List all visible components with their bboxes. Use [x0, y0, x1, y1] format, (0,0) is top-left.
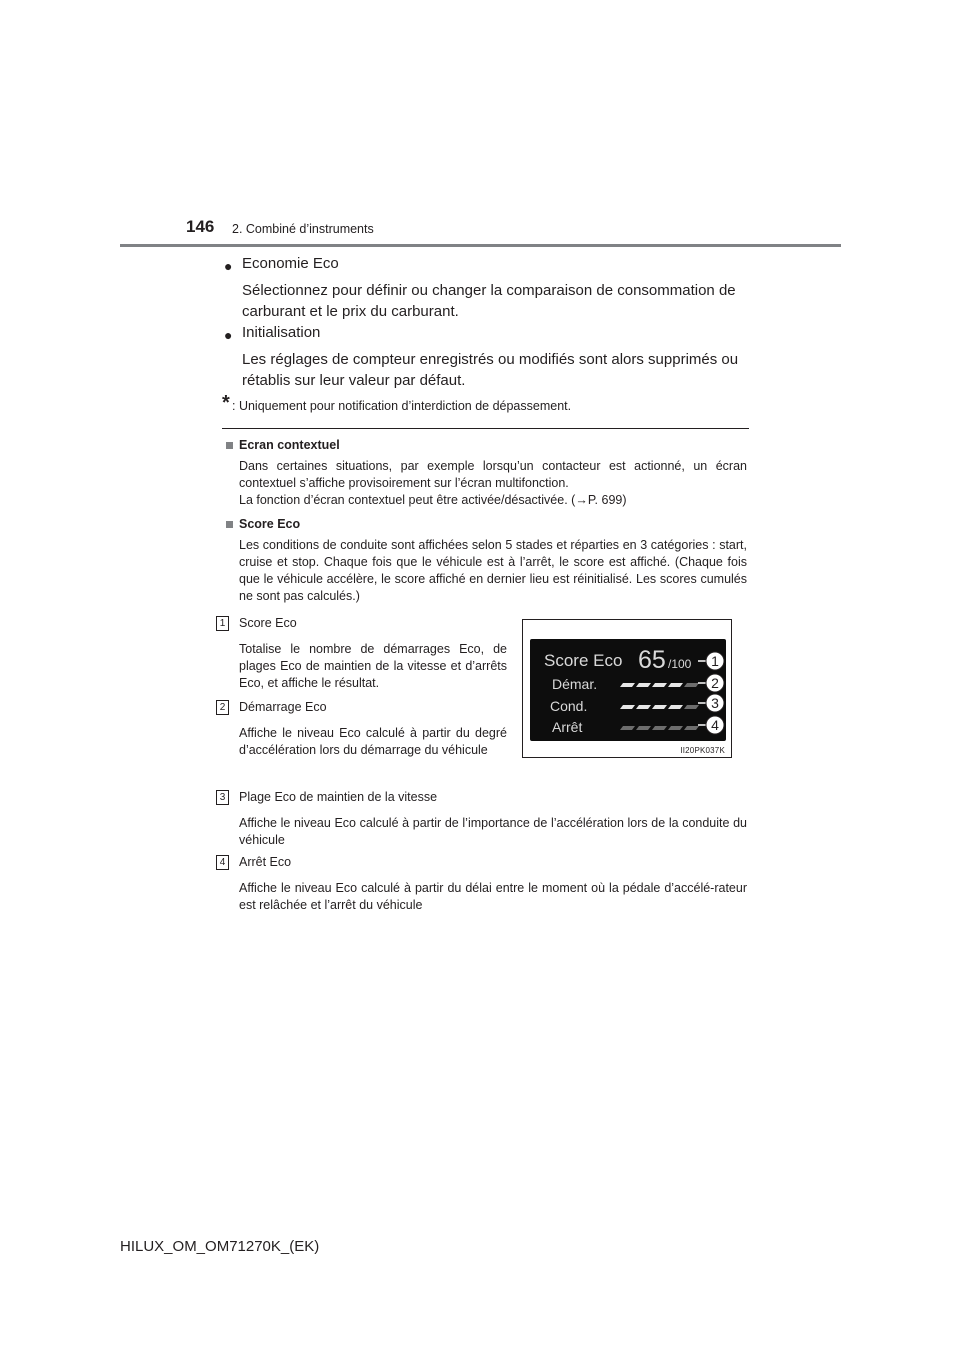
eco-segment [636, 705, 651, 709]
item-label: Démarrage Eco [239, 700, 327, 714]
eco-score-screen [530, 639, 726, 741]
callout-label: 3 [711, 695, 719, 711]
display-score: 65 [638, 646, 666, 674]
segment-bars [620, 683, 699, 730]
callout-number: 3 [216, 790, 229, 805]
eco-segment [620, 683, 635, 687]
callout-number: 2 [216, 700, 229, 715]
callout-number: 1 [216, 616, 229, 631]
callout-number: 4 [216, 855, 229, 870]
display-row-label: Cond. [550, 698, 588, 714]
eco-segment [684, 726, 699, 730]
eco-segment [668, 726, 683, 730]
eco-segment [652, 726, 667, 730]
eco-segment [652, 705, 667, 709]
display-row-label: Démar. [552, 676, 598, 692]
eco-segment [636, 683, 651, 687]
callout-label: 1 [711, 653, 719, 669]
document-code: HILUX_OM_OM71270K_(EK) [120, 1238, 320, 1255]
header-rule [120, 244, 841, 247]
note-divider [222, 428, 749, 429]
note-text: Dans certaines situations, par exemple lorsqu’un contacteur est actionné, un écran contextuel s’affiche provisoirement sur l’écran multifonction. La fonction d’écran contextuel peut être activée/désactivée. (→P. 699) [239, 459, 747, 507]
bullet-dot-icon: ● [224, 258, 233, 274]
figure-code: II20PK037K [680, 746, 725, 755]
bullet-dot-icon: ● [224, 327, 233, 343]
eco-segment [620, 705, 635, 709]
display-row-label: Arrêt [552, 719, 583, 735]
section-title: 2. Combiné d’instruments [232, 222, 374, 236]
note-text: Les conditions de conduite sont affichées selon 5 stades et réparties en 3 catégories : start, cruise et stop. Chaque fois que le véhicule est à l’arrêt, le score est affiché. (Chaque fois que le véhicule accélère, le score affiché en dernier lieu est réinitialisé. Les scores cumulés ne sont pas calculés.) [239, 538, 747, 603]
eco-segment [684, 683, 699, 687]
item-description: Affiche le niveau Eco calculé à partir du délai entre le moment où la pédale d’accélé-rateur est relâchée et l’arrêt du véhicule [239, 881, 747, 912]
item-description: Affiche le niveau Eco calculé à partir de l’importance de l’accélération lors de la conduite du véhicule [239, 816, 747, 847]
footnote-text: : Uniquement pour notification d’interdiction de dépassement. [232, 399, 572, 413]
item-label: Arrêt Eco [239, 855, 292, 869]
note-title: Score Eco [239, 517, 301, 531]
display-title: Score Eco [544, 651, 623, 670]
square-bullet-icon [226, 442, 233, 449]
bullet-title: Initialisation [242, 324, 321, 341]
item-label: Score Eco [239, 616, 297, 630]
bullet-title: Economie Eco [242, 255, 339, 272]
note-title: Ecran contextuel [239, 438, 340, 452]
eco-segment [668, 683, 683, 687]
eco-score-figure [522, 619, 732, 758]
eco-segment [636, 726, 651, 730]
eco-segment [684, 705, 699, 709]
page-number: 146 [186, 217, 215, 236]
item-label: Plage Eco de maintien de la vitesse [239, 790, 438, 804]
eco-segment [620, 726, 635, 730]
eco-score-display [530, 639, 726, 741]
callout-markers [698, 652, 724, 734]
callout-label: 4 [711, 717, 719, 733]
item-description: Affiche le niveau Eco calculé à partir du degré d’accélération lors du démarrage du véhicule [239, 726, 507, 757]
eco-segment [668, 705, 683, 709]
callout-label: 2 [711, 675, 719, 691]
eco-segment [652, 683, 667, 687]
item-description: Totalise le nombre de démarrages Eco, de plages Eco de maintien de la vitesse et d’arrêts Eco, et affiche le résultat. [239, 642, 507, 690]
display-score-max: /100 [668, 657, 692, 671]
footnote-mark: * [222, 392, 230, 414]
square-bullet-icon [226, 521, 233, 528]
bullet-text: Sélectionnez pour définir ou changer la comparaison de consommation de carburant et le prix du carburant. [242, 282, 736, 320]
bullet-text: Les réglages de compteur enregistrés ou modifiés sont alors supprimés ou rétablis sur leur valeur par défaut. [242, 351, 739, 389]
